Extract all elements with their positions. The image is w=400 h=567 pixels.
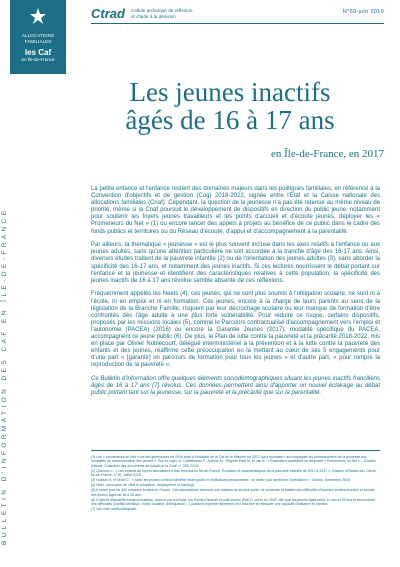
title-line-2: âgés de 16 à 17 ans xyxy=(125,105,335,135)
article-body xyxy=(91,186,380,404)
subtitle-year: 2017 xyxy=(362,148,384,160)
footnote: (3) Hoibian S. et Millot C., « Aider les jeunes à mieux identifier leurs goûts et motivations personnelles : un levier pour améliorer l'orientation », Credoc, Décembre 2018. xyxy=(91,478,351,483)
issue-number: N°69-juin 2019 xyxy=(342,9,384,15)
sidebar-bulletin-title: BULLETIN D'INFORMATION DES CAF EN ÎLE-DE-FRANCE xyxy=(1,207,8,545)
subtitle-region: en Île-de-France, en xyxy=(270,148,360,160)
footnotes-divider xyxy=(91,450,380,451)
footnote: (6) D'autres dispositifs existent toutefois, comme par exemple, les Points d'accueil écoute jeunes (PAEJ), créés en 2002, afin que les jeunes âgés entre 12 ans et 25 ans et rencontrant des difficultés (conflits familiaux, échec scolaire, délinquance,...) puissent exprimer librement leur mal-être et retrouver une capacité d'initiative et d'action. xyxy=(91,497,375,506)
paragraph: La petite enfance et l'enfance restent des domaines majeurs dans les politiques familiales, en référence à la Convention d'objectifs et de gestion (Cog) 2018-2022, signée entre l'État et la Caisse nationale des allocations familiales (Cnaf). Cependant, la question de la jeunesse n'a pas été retenue au même niveau de priorité, même si la Cnaf poursuit le développement de dispositifs en direction du public jeune, notamment pour soutenir les foyers jeunes travailleurs et les points d'accueil et d'écoute jeunes, déployer les « Promeneurs du Net » (1) ou encore lancer des appels à projets au bénéfice de ce public dans le cadre des fonds publics et territoires ou du Réseau d'écoute, d'appui et d'accompagnement à la parentalité. xyxy=(91,186,380,235)
footnote: (2) Quenum J., « Les enfants de foyers allocataires à bas revenus en Île-de-France. Évolution et caractéristiques de la pauvreté infantile de 2010 à 2017 », Dossier d'Études des Caf en Île-de-France, n°16, Juillet 2018. xyxy=(91,468,377,477)
paragraph: Fréquemment appelés les Neets (4), ces jeunes, qui ne sont plus soumis à l'obligation scolaire, ne sont ni à l'école, ni en emploi et ni en formation. Ces jeunes, encore à la charge de leurs parents au sens de la législation de la Branche Famille, risquent par leur décrochage scolaire ou leur manque de formation d'être confrontés dès l'âge adulte à une plus forte vulnérabilité. Pour réduire ce risque, certains dispositifs, proposés par les missions locales (5), comme le Parcours contractualisé d'accompagnement vers l'emploi et l'autonomie (PACEA) (2016) ou encore la Garantie Jeunes (2017), modalité spécifique du PACEA, accompagnent ce jeune public (6). De plus, le Plan de lutte contre la pauvreté et la précarité 2018-2022, mis en place par Olivier Noblecourt, délégué interministériel à la prévention et à la lutte contre la pauvreté des enfants et des jeunes, réaffirme cette préoccupation en la mettant au cœur de ses 5 engagements pour d'une part « [garantir] un parcours de formation pour tous les jeunes » et d'autre part, « pour rompre la reproduction de la pauvreté ». xyxy=(91,291,380,369)
logo-caf: les Caf xyxy=(24,48,52,57)
brand-subtitle xyxy=(131,8,193,20)
subtitle xyxy=(271,148,384,160)
brand xyxy=(91,6,192,21)
logo-line-1: ALLOCATIONS xyxy=(21,33,55,38)
paragraph: Par ailleurs, la thématique « jeunesse » est le plus souvent incluse dans les axes relatifs à l'enfance ou aux jeunes adultes, sans qu'une attention particulière ne soit accordée à la tranche d'âge des 16-17 ans. Ainsi, diverses études traitent de la pauvreté infantile (2) ou de l'orientation des jeunes adultes (3), sans aborder la spécificité des 16-17 ans, et notamment des jeunes inactifs. Si ces lectures nourrissent le débat portant sur l'enfance et la jeunesse et identifient des caractéristiques relatives à cette population, la spécificité des jeunes inactifs de 16 à 17 ans révolue semble absente de ces réflexions. xyxy=(91,242,380,284)
footnote: (5) Il existe plus de 400 missions locales en France. Ces associations exercent une mission de service public de proximité et traitent des difficultés d'insertion professionnelle et sociale des jeunes âgés de 16 à 25 ans. xyxy=(91,488,375,497)
brand-sub-line-1: Cellule technique de réflexion xyxy=(130,7,193,13)
brand-name: Ctrad xyxy=(91,6,125,21)
footnote: (4) Neet : acronyme de «Not in education, employment or training». xyxy=(91,483,196,488)
paragraph: Ce Bulletin d'information offre quelques éléments sociodémographiques situant les jeunes inactifs franciliens âgés de 16 à 17 ans (7) révolus. Ces données permettent ainsi d'apporter un nouvel éclairage au débat public portant tant sur la jeunesse, sur la pauvreté et la précarité que sur la parentalité. xyxy=(91,376,380,397)
footnote: (7) Voir note méthodologique. xyxy=(91,507,137,512)
footnotes xyxy=(91,455,380,512)
caf-emblem-icon xyxy=(28,6,48,26)
brand-sub-line-2: et d'aide à la décision xyxy=(130,13,176,19)
logo-line-2: FAMILIALES xyxy=(24,38,52,44)
header-divider xyxy=(91,23,384,24)
footnote: (1) Les « promeneurs du Net » ont été généralisés en 2016 suite à l'initiative de la Caf de la Manche en 2012 qui a souhaité « accompagner les professionnels de la jeunesse aux modalités de communication des jeunes ». Sur ce sujet, cf. Cathelineau P., Aubrun M., Régnier-Petit M. et Jan A., « Évaluation qualitative du dispositif « Promeneurs du Net » – Dossier d'étude, Collection des documents de travail de la Cnaf, n° 206, 2019. xyxy=(91,455,376,468)
caf-logo xyxy=(10,0,66,74)
title-line-1: Les jeunes inactifs xyxy=(129,77,331,107)
logo-region: en Île-de-France xyxy=(21,57,55,62)
